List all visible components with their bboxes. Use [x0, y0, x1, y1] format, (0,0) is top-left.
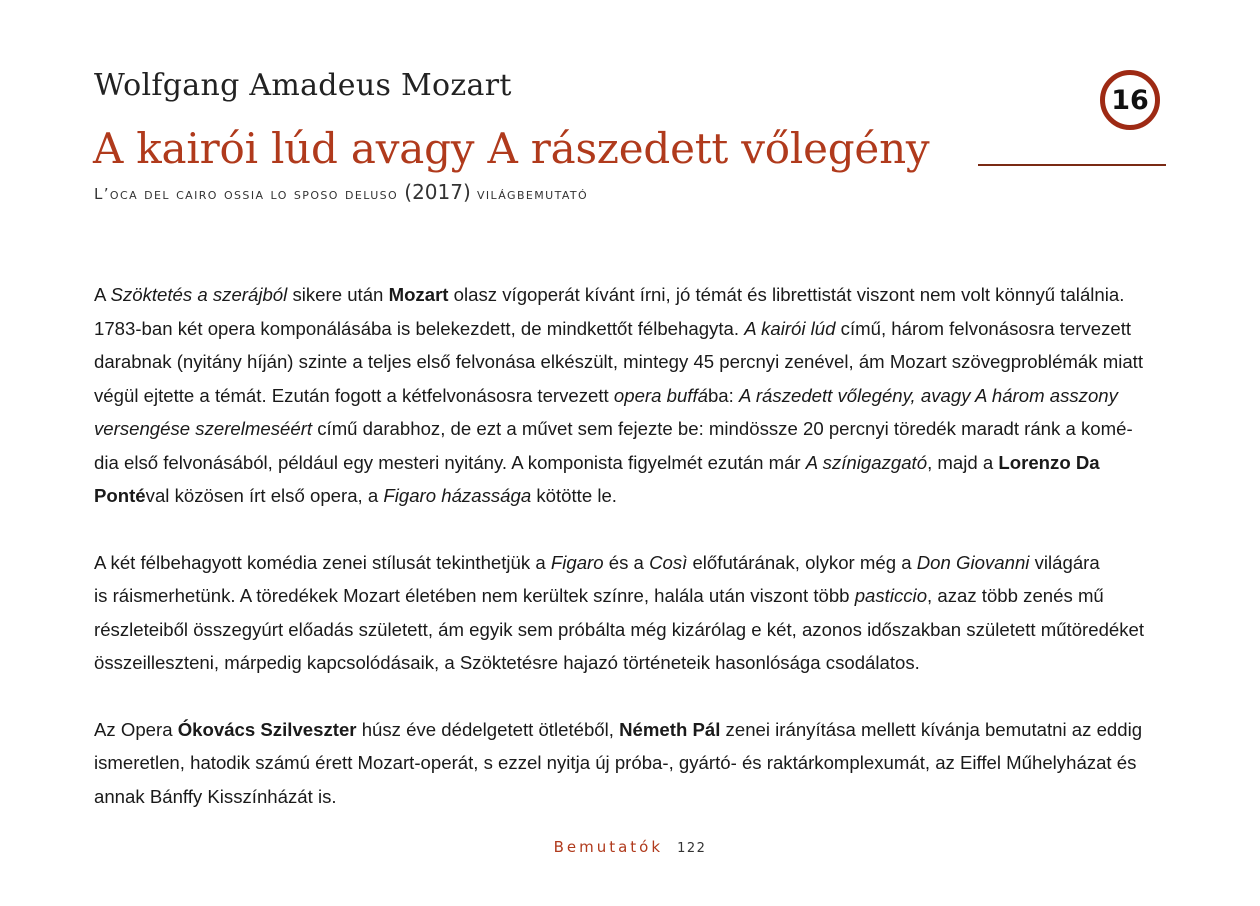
italic-text: opera buffá	[613, 384, 708, 406]
bold-text: Lorenzo Da	[998, 451, 1100, 473]
article-body	[94, 278, 1164, 813]
text-line	[94, 646, 1164, 680]
text-run: kötötte le.	[531, 485, 617, 506]
text-run: annak Bánffy Kisszínházát is.	[94, 785, 337, 807]
text-line	[94, 546, 1164, 580]
subtitle-premiere-label: világbemutató	[476, 185, 589, 203]
original-title-subtitle	[94, 180, 588, 204]
text-line	[94, 746, 1164, 780]
paragraph-3	[94, 713, 1164, 814]
bold-text: Németh Pál	[619, 718, 721, 740]
text-run: darabnak (nyitány híján) szinte a teljes első felvonása elkészült, mintegy 45 percnyi zenével, ám Mozart szövegproblémák miatt	[94, 351, 1143, 372]
text-run: is ráismerhetünk. A töredékek Mozart életében nem kerültek színre, halála után viszont több	[94, 585, 855, 606]
italic-text: A rászedett vőlegény, avagy A három asszony	[738, 384, 1118, 406]
text-run: húsz éve dédelgetett ötletéből,	[356, 718, 620, 740]
text-line	[94, 579, 1164, 613]
italic-text: A kairói lúd	[744, 317, 836, 339]
composer-name: Wolfgang Amadeus Mozart	[94, 68, 512, 103]
italic-text: Szöktetés a szerájból	[110, 284, 288, 305]
subtitle-year: (2017)	[404, 180, 471, 204]
badge-number: 16	[1111, 84, 1149, 116]
text-run: és a	[603, 551, 650, 573]
opera-title: A kairói lúd avagy A rászedett vőlegény	[93, 124, 930, 173]
text-run: sikere után	[287, 284, 389, 305]
text-run: ismeretlen, hatodik számú érett Mozart-operát, s ezzel nyitja új próba-, gyártó- és raktárkomplexumát, az Eiffel Műhelyházat és	[94, 752, 1137, 773]
italic-text: versengése szerelmeséért	[94, 418, 313, 439]
text-run: című darabhoz, de ezt a művet sem fejezte be: mindössze 20 percnyi töredék maradt ránk a komé-	[312, 418, 1133, 439]
text-line	[94, 278, 1164, 312]
text-line	[94, 713, 1164, 747]
page-footer	[0, 838, 1260, 857]
text-run: A	[94, 284, 111, 305]
text-line	[94, 312, 1164, 346]
text-run: című, három felvonásosra tervezett	[835, 317, 1132, 339]
text-run: , majd a	[927, 451, 999, 473]
text-run: A két félbehagyott komédia zenei stílusát tekinthetjük a	[94, 551, 551, 573]
text-run: olasz vígoperát kívánt írni, jó témát és librettistát viszont nem volt könnyű találnia.	[448, 284, 1125, 305]
text-run: dia első felvonásából, például egy mesteri nyitány. A komponista figyelmét ezután már	[94, 451, 806, 473]
text-run: ba:	[707, 384, 739, 406]
footer-section-name: Bemutatók	[553, 838, 664, 856]
production-number-badge	[1100, 70, 1160, 130]
text-line	[94, 479, 1164, 513]
italic-text: pasticcio	[854, 585, 928, 606]
text-line	[94, 412, 1164, 446]
italic-text: Figaro házassága	[383, 485, 532, 506]
bold-text: Mozart	[388, 284, 449, 305]
text-line	[94, 446, 1164, 480]
italic-text: Figaro	[550, 551, 604, 573]
paragraph-2	[94, 546, 1164, 680]
text-run: világára	[1029, 551, 1100, 573]
page-number: 122	[677, 841, 707, 856]
text-line	[94, 379, 1164, 413]
italic-text: Così	[649, 551, 688, 573]
subtitle-original-title: L’oca del cairo ossia lo sposo deluso	[94, 185, 399, 203]
text-run: zenei irányítása mellett kívánja bemutatni az eddig	[720, 718, 1143, 740]
text-line	[94, 613, 1164, 647]
italic-text: Don Giovanni	[916, 551, 1030, 573]
text-run: végül ejtette a témát. Ezután fogott a kétfelvonásosra tervezett	[94, 384, 614, 406]
text-run: 1783-ban két opera komponálásába is belekezdett, de mindkettőt félbehagyta.	[94, 317, 745, 339]
paragraph-1	[94, 278, 1164, 513]
text-run: összeilleszteni, márpedig kapcsolódásaik, a Szöktetésre hajazó történeteik hasonlósága csodálatos.	[94, 652, 920, 673]
text-run: részleteiből összegyúrt előadás született, ám egyik sem próbálta még kizárólag e két, azonos időszakban született műtöredéket	[94, 618, 1145, 640]
text-run: , azaz több zenés mű	[927, 585, 1104, 606]
bold-text: Ókovács Szilveszter	[177, 718, 357, 740]
title-rule	[978, 164, 1166, 166]
bold-text: Ponté	[94, 485, 146, 506]
text-run: val közösen írt első opera, a	[145, 485, 384, 506]
italic-text: A színigazgató	[805, 451, 928, 473]
text-run: előfutárának, olykor még a	[687, 551, 917, 573]
text-run: Az Opera	[94, 718, 178, 740]
text-line	[94, 780, 1164, 814]
text-line	[94, 345, 1164, 379]
